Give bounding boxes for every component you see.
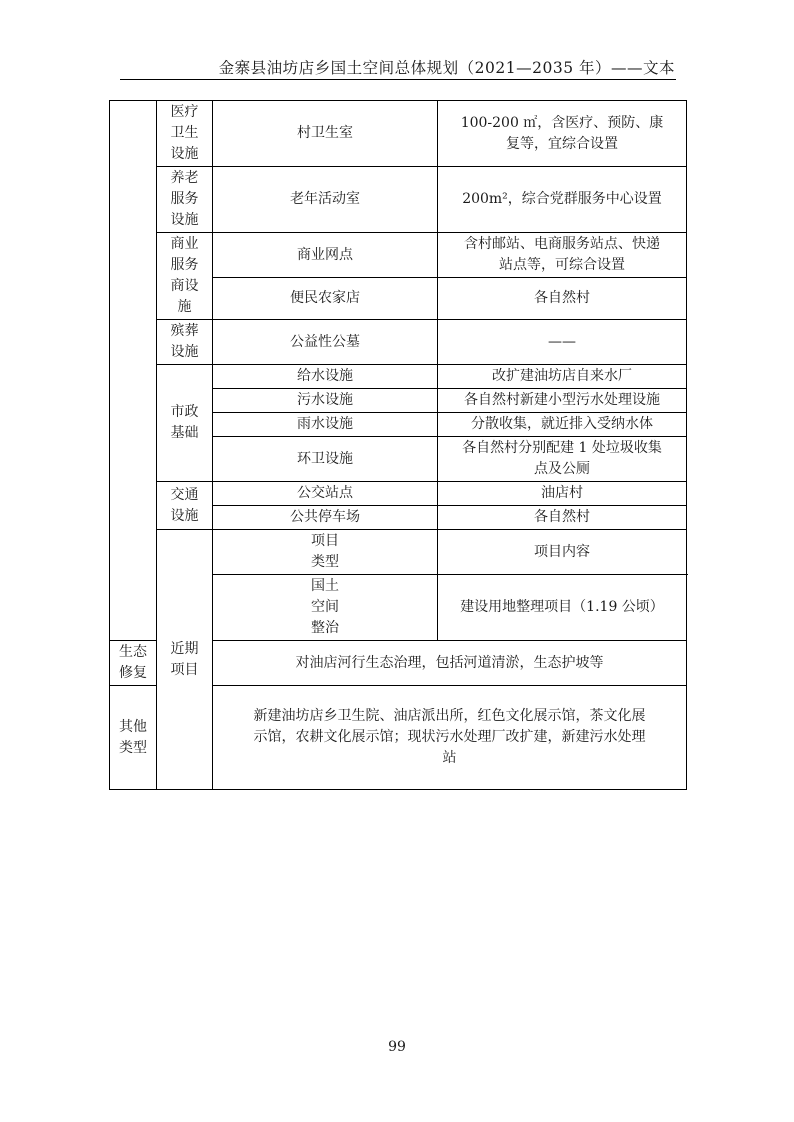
- table-row: [110, 167, 687, 233]
- facility-name-cell: 公益性公墓: [213, 320, 438, 365]
- facility-type-cell: 市政 基础: [157, 365, 213, 482]
- table-row: [110, 365, 687, 389]
- facility-name-cell: 商业网点: [213, 233, 438, 278]
- project-type-header-cell: 项目 类型: [213, 530, 438, 575]
- facility-desc-cell: ——: [438, 320, 687, 365]
- facility-desc-cell: 分散收集，就近排入受纳水体: [438, 413, 687, 437]
- page-number: 99: [388, 1039, 406, 1055]
- facility-desc-cell: 200m²，综合党群服务中心设置: [438, 167, 687, 233]
- planning-table: [109, 100, 687, 790]
- facility-name-cell: 雨水设施: [213, 413, 438, 437]
- table-row: [110, 530, 687, 575]
- facility-desc-cell: 改扩建油坊店自来水厂: [438, 365, 687, 389]
- facility-name-cell: 村卫生室: [213, 101, 438, 167]
- project-content-cell: 对油店河行生态治理，包括河道清淤，生态护坡等: [213, 641, 687, 686]
- near-term-label-cell: 近期 项目: [157, 530, 213, 790]
- facility-type-cell: 交通 设施: [157, 482, 213, 530]
- facility-type-cell: 殡葬 设施: [157, 320, 213, 365]
- facility-desc-cell: 100-200 ㎡，含医疗、预防、康 复等，宜综合设置: [438, 101, 687, 167]
- project-content-header-cell: 项目内容: [438, 530, 687, 575]
- facility-desc-cell: 各自然村: [438, 278, 687, 320]
- project-content-cell: 建设用地整理项目（1.19 公顷）: [438, 575, 687, 641]
- facility-name-cell: 公共停车场: [213, 506, 438, 530]
- project-type-cell: 国土 空间 整治: [213, 575, 438, 641]
- facility-desc-cell: 各自然村分别配建 1 处垃圾收集 点及公厕: [438, 437, 687, 482]
- table-row: [110, 101, 687, 167]
- page-header: 金寨县油坊店乡国土空间总体规划（2021—2035 年）——文本: [218, 59, 675, 77]
- table-row: [110, 482, 687, 506]
- facility-type-cell: 养老 服务 设施: [157, 167, 213, 233]
- blank-category-cell: [110, 101, 157, 641]
- facility-name-cell: 环卫设施: [213, 437, 438, 482]
- project-type-cell: 生态 修复: [110, 641, 157, 686]
- facility-name-cell: 便民农家店: [213, 278, 438, 320]
- facility-type-cell: 商业 服务 商设 施: [157, 233, 213, 320]
- facility-desc-cell: 油店村: [438, 482, 687, 506]
- table-row: [110, 320, 687, 365]
- header-rule: [120, 79, 676, 80]
- facility-desc-cell: 含村邮站、电商服务站点、快递 站点等，可综合设置: [438, 233, 687, 278]
- facility-name-cell: 公交站点: [213, 482, 438, 506]
- facility-name-cell: 污水设施: [213, 389, 438, 413]
- facility-type-cell: 医疗 卫生 设施: [157, 101, 213, 167]
- facility-name-cell: 老年活动室: [213, 167, 438, 233]
- project-content-cell: 新建油坊店乡卫生院、油店派出所，红色文化展示馆，茶文化展 示馆，农耕文化展示馆；现状污水处理厂改扩建，新建污水处理 站: [213, 686, 687, 790]
- table-row: [110, 233, 687, 278]
- facility-name-cell: 给水设施: [213, 365, 438, 389]
- facility-desc-cell: 各自然村: [438, 506, 687, 530]
- project-type-cell: 其他 类型: [110, 686, 157, 790]
- facility-desc-cell: 各自然村新建小型污水处理设施: [438, 389, 687, 413]
